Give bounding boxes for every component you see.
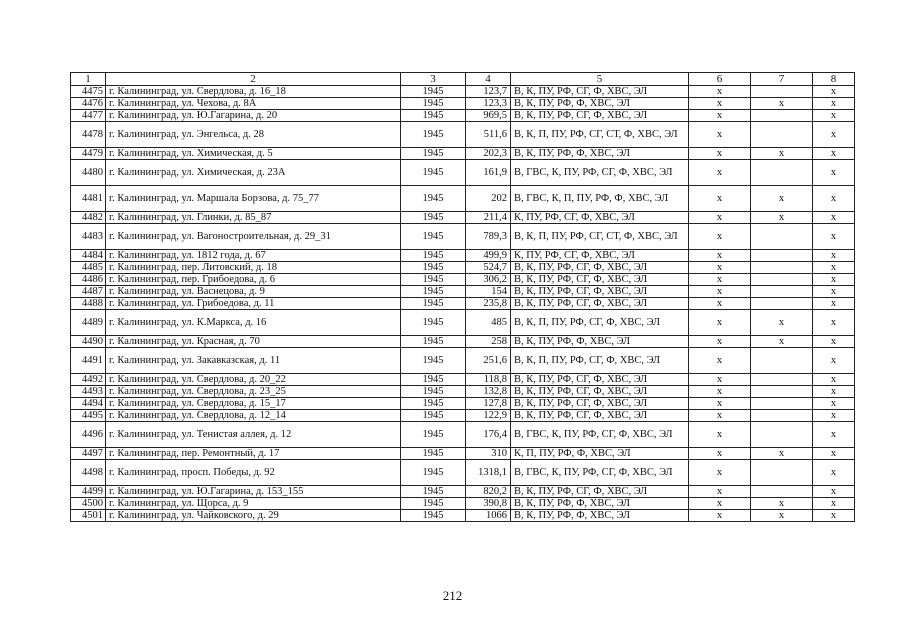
col8-mark-cell: x [813, 336, 855, 348]
utilities-cell: В, К, ПУ, РФ, СГ, Ф, ХВС, ЭЛ [511, 486, 689, 498]
housing-registry-table [70, 72, 855, 522]
col7-mark-cell: x [751, 310, 813, 336]
utilities-cell: В, К, ПУ, РФ, СГ, Ф, ХВС, ЭЛ [511, 262, 689, 274]
utilities-cell: К, П, ПУ, РФ, Ф, ХВС, ЭЛ [511, 448, 689, 460]
year-cell: 1945 [401, 310, 466, 336]
address-cell: г. Калининград, ул. Вагоностроительная, д. 29_31 [106, 224, 401, 250]
row-number-cell: 4478 [71, 122, 106, 148]
col6-mark-cell: x [689, 212, 751, 224]
year-cell: 1945 [401, 398, 466, 410]
col6-mark-cell: x [689, 286, 751, 298]
table-row [71, 148, 855, 160]
col6-mark-cell: x [689, 460, 751, 486]
address-cell: г. Калининград, ул. К.Маркса, д. 16 [106, 310, 401, 336]
col8-mark-cell: x [813, 498, 855, 510]
col7-mark-cell: x [751, 212, 813, 224]
row-number-cell: 4481 [71, 186, 106, 212]
col8-mark-cell: x [813, 374, 855, 386]
col7-mark-cell [751, 422, 813, 448]
address-cell: г. Калининград, ул. 1812 года, д. 67 [106, 250, 401, 262]
col7-mark-cell [751, 274, 813, 286]
year-cell: 1945 [401, 110, 466, 122]
area-cell: 310 [466, 448, 511, 460]
address-cell: г. Калининград, ул. Химическая, д. 5 [106, 148, 401, 160]
col7-mark-cell [751, 348, 813, 374]
col6-mark-cell: x [689, 86, 751, 98]
year-cell: 1945 [401, 448, 466, 460]
utilities-cell: В, К, П, ПУ, РФ, СГ, Ф, ХВС, ЭЛ [511, 310, 689, 336]
table-row [71, 298, 855, 310]
table-row [71, 186, 855, 212]
year-cell: 1945 [401, 262, 466, 274]
year-cell: 1945 [401, 460, 466, 486]
year-cell: 1945 [401, 224, 466, 250]
utilities-cell: В, К, ПУ, РФ, СГ, Ф, ХВС, ЭЛ [511, 86, 689, 98]
col7-mark-cell: x [751, 148, 813, 160]
col8-mark-cell: x [813, 148, 855, 160]
col6-mark-cell: x [689, 160, 751, 186]
col8-mark-cell: x [813, 410, 855, 422]
col6-mark-cell: x [689, 510, 751, 522]
year-cell: 1945 [401, 498, 466, 510]
col8-mark-cell: x [813, 274, 855, 286]
area-cell: 499,9 [466, 250, 511, 262]
table-row [71, 498, 855, 510]
utilities-cell: В, ГВС, К, ПУ, РФ, СГ, Ф, ХВС, ЭЛ [511, 160, 689, 186]
area-cell: 1318,1 [466, 460, 511, 486]
row-number-cell: 4477 [71, 110, 106, 122]
address-cell: г. Калининград, ул. Свердлова, д. 20_22 [106, 374, 401, 386]
col7-mark-cell [751, 160, 813, 186]
year-cell: 1945 [401, 274, 466, 286]
col7-mark-cell: x [751, 186, 813, 212]
area-cell: 176,4 [466, 422, 511, 448]
table-row [71, 160, 855, 186]
row-number-cell: 4493 [71, 386, 106, 398]
area-cell: 123,7 [466, 86, 511, 98]
year-cell: 1945 [401, 422, 466, 448]
row-number-cell: 4480 [71, 160, 106, 186]
row-number-cell: 4494 [71, 398, 106, 410]
column-header-4: 4 [466, 73, 511, 86]
area-cell: 251,6 [466, 348, 511, 374]
year-cell: 1945 [401, 160, 466, 186]
row-number-cell: 4476 [71, 98, 106, 110]
col8-mark-cell: x [813, 510, 855, 522]
utilities-cell: В, К, ПУ, РФ, СГ, Ф, ХВС, ЭЛ [511, 110, 689, 122]
col7-mark-cell: x [751, 498, 813, 510]
table-row [71, 250, 855, 262]
year-cell: 1945 [401, 410, 466, 422]
year-cell: 1945 [401, 374, 466, 386]
col6-mark-cell: x [689, 374, 751, 386]
table-row [71, 86, 855, 98]
address-cell: г. Калининград, ул. Чайковского, д. 29 [106, 510, 401, 522]
col7-mark-cell: x [751, 448, 813, 460]
table-header-row [71, 73, 855, 86]
area-cell: 524,7 [466, 262, 511, 274]
col7-mark-cell: x [751, 98, 813, 110]
utilities-cell: В, ГВС, К, ПУ, РФ, СГ, Ф, ХВС, ЭЛ [511, 460, 689, 486]
area-cell: 202 [466, 186, 511, 212]
row-number-cell: 4488 [71, 298, 106, 310]
table-row [71, 224, 855, 250]
col8-mark-cell: x [813, 212, 855, 224]
area-cell: 123,3 [466, 98, 511, 110]
area-cell: 122,9 [466, 410, 511, 422]
col6-mark-cell: x [689, 410, 751, 422]
utilities-cell: В, К, ПУ, РФ, Ф, ХВС, ЭЛ [511, 336, 689, 348]
address-cell: г. Калининград, ул. Маршала Борзова, д. 75_77 [106, 186, 401, 212]
utilities-cell: В, ГВС, К, П, ПУ, РФ, Ф, ХВС, ЭЛ [511, 186, 689, 212]
address-cell: г. Калининград, ул. Васнецова, д. 9 [106, 286, 401, 298]
area-cell: 390,8 [466, 498, 511, 510]
utilities-cell: К, ПУ, РФ, СГ, Ф, ХВС, ЭЛ [511, 250, 689, 262]
address-cell: г. Калининград, ул. Закавказская, д. 11 [106, 348, 401, 374]
col8-mark-cell: x [813, 286, 855, 298]
year-cell: 1945 [401, 348, 466, 374]
table-row [71, 486, 855, 498]
row-number-cell: 4486 [71, 274, 106, 286]
year-cell: 1945 [401, 386, 466, 398]
column-header-8: 8 [813, 73, 855, 86]
col8-mark-cell: x [813, 160, 855, 186]
col6-mark-cell: x [689, 148, 751, 160]
area-cell: 118,8 [466, 374, 511, 386]
row-number-cell: 4492 [71, 374, 106, 386]
address-cell: г. Калининград, пер. Ремонтный, д. 17 [106, 448, 401, 460]
utilities-cell: К, ПУ, РФ, СГ, Ф, ХВС, ЭЛ [511, 212, 689, 224]
area-cell: 235,8 [466, 298, 511, 310]
address-cell: г. Калининград, ул. Энгельса, д. 28 [106, 122, 401, 148]
table-row [71, 448, 855, 460]
utilities-cell: В, К, ПУ, РФ, СГ, Ф, ХВС, ЭЛ [511, 410, 689, 422]
col7-mark-cell: x [751, 510, 813, 522]
row-number-cell: 4496 [71, 422, 106, 448]
col6-mark-cell: x [689, 422, 751, 448]
year-cell: 1945 [401, 86, 466, 98]
address-cell: г. Калининград, ул. Красная, д. 70 [106, 336, 401, 348]
table-row [71, 110, 855, 122]
area-cell: 127,8 [466, 398, 511, 410]
table-row [71, 274, 855, 286]
address-cell: г. Калининград, ул. Свердлова, д. 12_14 [106, 410, 401, 422]
col7-mark-cell [751, 122, 813, 148]
address-cell: г. Калининград, пер. Литовский, д. 18 [106, 262, 401, 274]
address-cell: г. Калининград, ул. Ю.Гагарина, д. 20 [106, 110, 401, 122]
col6-mark-cell: x [689, 348, 751, 374]
col6-mark-cell: x [689, 122, 751, 148]
table-row [71, 336, 855, 348]
year-cell: 1945 [401, 510, 466, 522]
col8-mark-cell: x [813, 460, 855, 486]
table-row [71, 262, 855, 274]
address-cell: г. Калининград, пер. Грибоедова, д. 6 [106, 274, 401, 286]
row-number-cell: 4490 [71, 336, 106, 348]
utilities-cell: В, К, ПУ, РФ, СГ, Ф, ХВС, ЭЛ [511, 374, 689, 386]
col8-mark-cell: x [813, 348, 855, 374]
column-header-2: 2 [106, 73, 401, 86]
year-cell: 1945 [401, 336, 466, 348]
table-row [71, 398, 855, 410]
col8-mark-cell: x [813, 262, 855, 274]
table-row [71, 422, 855, 448]
col6-mark-cell: x [689, 310, 751, 336]
col7-mark-cell [751, 410, 813, 422]
page-number: 212 [442, 588, 463, 603]
col8-mark-cell: x [813, 110, 855, 122]
utilities-cell: В, ГВС, К, ПУ, РФ, СГ, Ф, ХВС, ЭЛ [511, 422, 689, 448]
col7-mark-cell [751, 262, 813, 274]
year-cell: 1945 [401, 98, 466, 110]
address-cell: г. Калининград, ул. Химическая, д. 23А [106, 160, 401, 186]
utilities-cell: В, К, ПУ, РФ, Ф, ХВС, ЭЛ [511, 148, 689, 160]
col7-mark-cell [751, 298, 813, 310]
address-cell: г. Калининград, ул. Глинки, д. 85_87 [106, 212, 401, 224]
column-header-6: 6 [689, 73, 751, 86]
col8-mark-cell: x [813, 422, 855, 448]
utilities-cell: В, К, П, ПУ, РФ, СГ, СТ, Ф, ХВС, ЭЛ [511, 224, 689, 250]
year-cell: 1945 [401, 212, 466, 224]
utilities-cell: В, К, ПУ, РФ, Ф, ХВС, ЭЛ [511, 498, 689, 510]
row-number-cell: 4484 [71, 250, 106, 262]
col8-mark-cell: x [813, 122, 855, 148]
row-number-cell: 4500 [71, 498, 106, 510]
col6-mark-cell: x [689, 448, 751, 460]
row-number-cell: 4498 [71, 460, 106, 486]
area-cell: 1066 [466, 510, 511, 522]
table-row [71, 460, 855, 486]
col8-mark-cell: x [813, 224, 855, 250]
table-row [71, 374, 855, 386]
col8-mark-cell: x [813, 86, 855, 98]
area-cell: 132,8 [466, 386, 511, 398]
year-cell: 1945 [401, 298, 466, 310]
column-header-1: 1 [71, 73, 106, 86]
row-number-cell: 4475 [71, 86, 106, 98]
col7-mark-cell [751, 398, 813, 410]
table-row [71, 286, 855, 298]
table-row [71, 510, 855, 522]
address-cell: г. Калининград, ул. Свердлова, д. 15_17 [106, 398, 401, 410]
table-row [71, 122, 855, 148]
area-cell: 789,3 [466, 224, 511, 250]
utilities-cell: В, К, ПУ, РФ, СГ, Ф, ХВС, ЭЛ [511, 398, 689, 410]
column-header-3: 3 [401, 73, 466, 86]
col8-mark-cell: x [813, 186, 855, 212]
address-cell: г. Калининград, ул. Тенистая аллея, д. 12 [106, 422, 401, 448]
area-cell: 820,2 [466, 486, 511, 498]
utilities-cell: В, К, ПУ, РФ, СГ, Ф, ХВС, ЭЛ [511, 386, 689, 398]
col7-mark-cell [751, 110, 813, 122]
table-row [71, 310, 855, 336]
year-cell: 1945 [401, 186, 466, 212]
table-row [71, 212, 855, 224]
utilities-cell: В, К, П, ПУ, РФ, СГ, СТ, Ф, ХВС, ЭЛ [511, 122, 689, 148]
year-cell: 1945 [401, 486, 466, 498]
document-sheet [70, 72, 854, 522]
col6-mark-cell: x [689, 250, 751, 262]
col7-mark-cell [751, 224, 813, 250]
col6-mark-cell: x [689, 498, 751, 510]
col7-mark-cell [751, 374, 813, 386]
utilities-cell: В, К, ПУ, РФ, Ф, ХВС, ЭЛ [511, 98, 689, 110]
col7-mark-cell: x [751, 336, 813, 348]
year-cell: 1945 [401, 250, 466, 262]
col8-mark-cell: x [813, 298, 855, 310]
row-number-cell: 4491 [71, 348, 106, 374]
col7-mark-cell [751, 286, 813, 298]
col6-mark-cell: x [689, 336, 751, 348]
area-cell: 211,4 [466, 212, 511, 224]
address-cell: г. Калининград, ул. Щорса, д. 9 [106, 498, 401, 510]
col6-mark-cell: x [689, 186, 751, 212]
utilities-cell: В, К, ПУ, РФ, Ф, ХВС, ЭЛ [511, 510, 689, 522]
area-cell: 258 [466, 336, 511, 348]
table-body [71, 86, 855, 522]
row-number-cell: 4485 [71, 262, 106, 274]
address-cell: г. Калининград, ул. Ю.Гагарина, д. 153_155 [106, 486, 401, 498]
row-number-cell: 4495 [71, 410, 106, 422]
column-header-5: 5 [511, 73, 689, 86]
col8-mark-cell: x [813, 386, 855, 398]
col8-mark-cell: x [813, 250, 855, 262]
year-cell: 1945 [401, 148, 466, 160]
row-number-cell: 4501 [71, 510, 106, 522]
address-cell: г. Калининград, ул. Свердлова, д. 16_18 [106, 86, 401, 98]
address-cell: г. Калининград, ул. Грибоедова, д. 11 [106, 298, 401, 310]
year-cell: 1945 [401, 122, 466, 148]
col8-mark-cell: x [813, 398, 855, 410]
col8-mark-cell: x [813, 98, 855, 110]
area-cell: 154 [466, 286, 511, 298]
col8-mark-cell: x [813, 310, 855, 336]
table-row [71, 386, 855, 398]
area-cell: 485 [466, 310, 511, 336]
col6-mark-cell: x [689, 224, 751, 250]
year-cell: 1945 [401, 286, 466, 298]
col6-mark-cell: x [689, 486, 751, 498]
utilities-cell: В, К, П, ПУ, РФ, СГ, Ф, ХВС, ЭЛ [511, 348, 689, 374]
area-cell: 969,5 [466, 110, 511, 122]
table-row [71, 410, 855, 422]
table-row [71, 348, 855, 374]
address-cell: г. Калининград, ул. Свердлова, д. 23_25 [106, 386, 401, 398]
row-number-cell: 4499 [71, 486, 106, 498]
row-number-cell: 4497 [71, 448, 106, 460]
col7-mark-cell [751, 86, 813, 98]
col7-mark-cell [751, 460, 813, 486]
col6-mark-cell: x [689, 262, 751, 274]
row-number-cell: 4479 [71, 148, 106, 160]
col8-mark-cell: x [813, 486, 855, 498]
utilities-cell: В, К, ПУ, РФ, СГ, Ф, ХВС, ЭЛ [511, 286, 689, 298]
area-cell: 306,2 [466, 274, 511, 286]
col6-mark-cell: x [689, 386, 751, 398]
col8-mark-cell: x [813, 448, 855, 460]
area-cell: 161,9 [466, 160, 511, 186]
col6-mark-cell: x [689, 398, 751, 410]
column-header-7: 7 [751, 73, 813, 86]
table-row [71, 98, 855, 110]
utilities-cell: В, К, ПУ, РФ, СГ, Ф, ХВС, ЭЛ [511, 298, 689, 310]
col7-mark-cell [751, 386, 813, 398]
row-number-cell: 4487 [71, 286, 106, 298]
address-cell: г. Калининград, просп. Победы, д. 92 [106, 460, 401, 486]
row-number-cell: 4482 [71, 212, 106, 224]
col7-mark-cell [751, 486, 813, 498]
area-cell: 511,6 [466, 122, 511, 148]
col7-mark-cell [751, 250, 813, 262]
col6-mark-cell: x [689, 274, 751, 286]
area-cell: 202,3 [466, 148, 511, 160]
address-cell: г. Калининград, ул. Чехова, д. 8А [106, 98, 401, 110]
row-number-cell: 4483 [71, 224, 106, 250]
utilities-cell: В, К, ПУ, РФ, СГ, Ф, ХВС, ЭЛ [511, 274, 689, 286]
col6-mark-cell: x [689, 298, 751, 310]
col6-mark-cell: x [689, 110, 751, 122]
row-number-cell: 4489 [71, 310, 106, 336]
col6-mark-cell: x [689, 98, 751, 110]
